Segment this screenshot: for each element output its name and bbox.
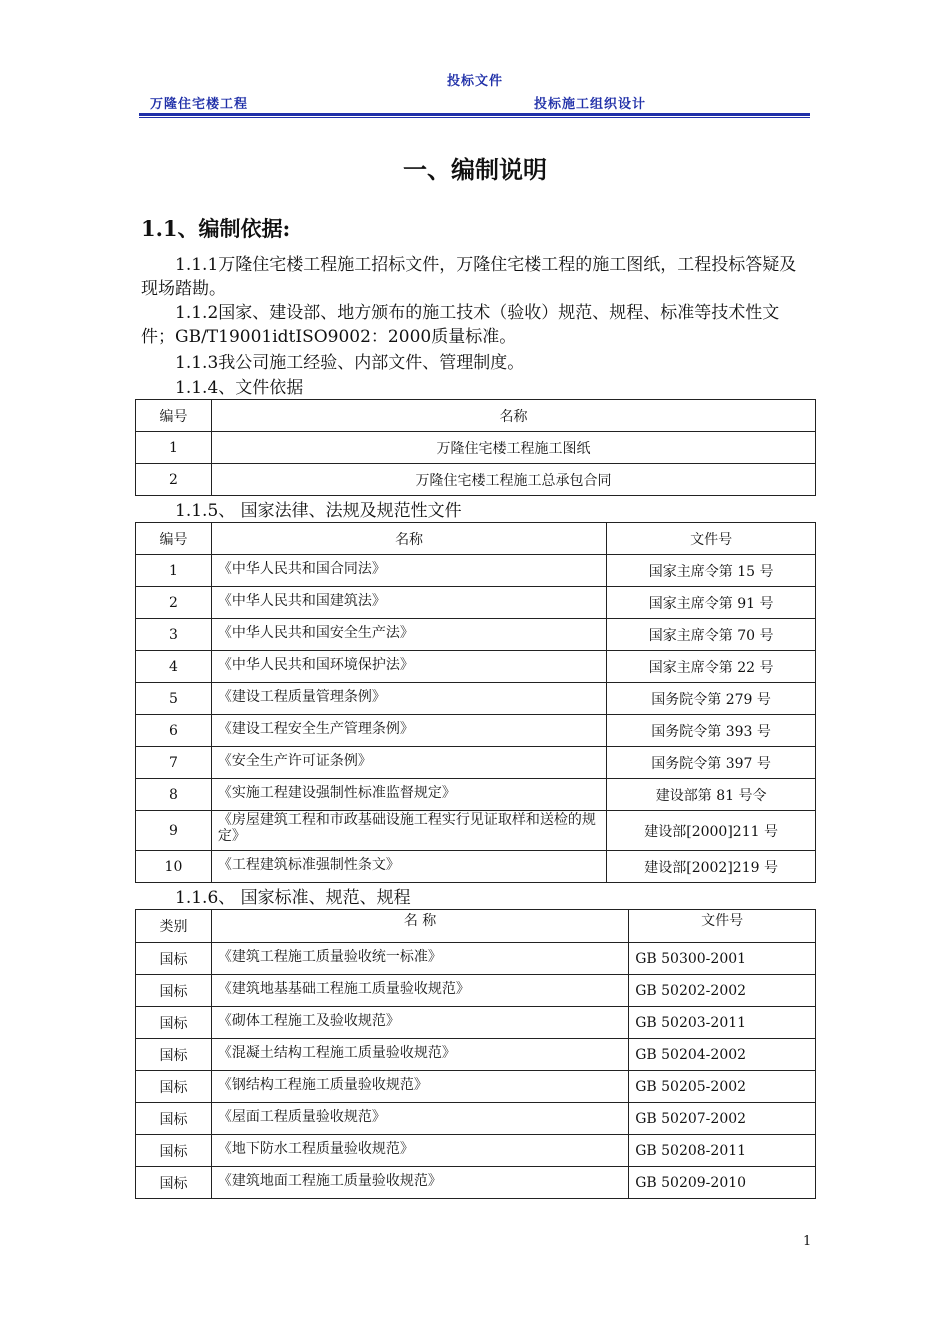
standard-name: 《建筑工程施工质量验收统一标准》 [211,943,628,975]
standard-code: GB 50203-2011 [629,1007,816,1039]
national-standards-table [135,909,816,1199]
standard-name: 《建筑地面工程施工质量验收规范》 [211,1167,628,1199]
regulation-name: 《中华人民共和国环境保护法》 [211,651,606,683]
document-number: 国务院令第 397 号 [607,747,816,779]
document-number: 国家主席令第 91 号 [607,587,816,619]
header-divider-thin [139,117,810,118]
laws-regulations-table [135,522,816,883]
column-header: 名称 [211,523,606,555]
table1-caption: 1.1.4、文件依据 [175,378,304,398]
document-number: 国家主席令第 22 号 [607,651,816,683]
table-row [136,1007,816,1039]
table-row [136,715,816,747]
table-row [136,975,816,1007]
table-row [136,464,816,496]
table-header-row [136,523,816,555]
column-header: 文件号 [607,523,816,555]
chapter-title: 一、编制说明 [403,155,547,184]
table-row [136,1135,816,1167]
header-divider [139,113,810,116]
document-number: 国家主席令第 15 号 [607,555,816,587]
regulation-name: 《房屋建筑工程和市政基础设施工程实行见证取样和送检的规定》 [211,811,606,851]
standard-code: GB 50204-2002 [629,1039,816,1071]
standard-code: GB 50209-2010 [629,1167,816,1199]
standard-code: GB 50205-2002 [629,1071,816,1103]
standard-name: 《建筑地基基础工程施工质量验收规范》 [211,975,628,1007]
row-number: 3 [136,619,212,651]
column-header: 名称 [211,400,815,432]
table-row [136,619,816,651]
document-number: 建设部第 81 号令 [607,779,816,811]
standard-name: 《地下防水工程质量验收规范》 [211,1135,628,1167]
table-row [136,1103,816,1135]
document-name: 万隆住宅楼工程施工图纸 [211,432,815,464]
standard-category: 国标 [136,1135,212,1167]
document-number: 国务院令第 393 号 [607,715,816,747]
standard-name: 《钢结构工程施工质量验收规范》 [211,1071,628,1103]
table-row [136,651,816,683]
header-document-type: 投标施工组织设计 [534,97,647,112]
row-number: 7 [136,747,212,779]
document-number: 建设部[2002]219 号 [607,851,816,883]
standard-name: 《砌体工程施工及验收规范》 [211,1007,628,1039]
column-header: 名 称 [211,910,628,943]
standard-category: 国标 [136,975,212,1007]
table-header-row [136,400,816,432]
standard-code: GB 50300-2001 [629,943,816,975]
table-row [136,1071,816,1103]
table2-caption: 1.1.5、 国家法律、法规及规范性文件 [175,501,462,521]
regulation-name: 《安全生产许可证条例》 [211,747,606,779]
row-number: 10 [136,851,212,883]
table-row [136,683,816,715]
row-number: 9 [136,811,212,851]
table-row [136,587,816,619]
standard-category: 国标 [136,1167,212,1199]
regulation-name: 《建设工程质量管理条例》 [211,683,606,715]
table-row [136,555,816,587]
regulation-name: 《建设工程安全生产管理条例》 [211,715,606,747]
standard-category: 国标 [136,1007,212,1039]
row-number: 1 [136,555,212,587]
standard-code: GB 50208-2011 [629,1135,816,1167]
regulation-name: 《中华人民共和国合同法》 [211,555,606,587]
column-header: 类别 [136,910,212,943]
paragraph-1-1-3: 1.1.3我公司施工经验、内部文件、管理制度。 [175,353,525,373]
header-project-name: 万隆住宅楼工程 [150,97,249,112]
document-number: 建设部[2000]211 号 [607,811,816,851]
table-row [136,432,816,464]
table-row [136,1039,816,1071]
standard-code: GB 50207-2002 [629,1103,816,1135]
table-row [136,811,816,851]
standard-category: 国标 [136,1039,212,1071]
document-number: 国家主席令第 70 号 [607,619,816,651]
regulation-name: 《实施工程建设强制性标准监督规定》 [211,779,606,811]
regulation-name: 《工程建筑标准强制性条文》 [211,851,606,883]
column-header: 文件号 [629,910,816,943]
header-title: 投标文件 [446,74,503,89]
table-row [136,851,816,883]
standard-category: 国标 [136,1071,212,1103]
document-number: 国务院令第 279 号 [607,683,816,715]
row-number: 8 [136,779,212,811]
table-row [136,1167,816,1199]
standard-name: 《混凝土结构工程施工质量验收规范》 [211,1039,628,1071]
paragraph-1-1-2: 1.1.2国家、建设部、地方颁布的施工技术（验收）规范、规程、标准等技术性文件；GB/T19001idtISO9002：2000质量标准。 [141,303,780,347]
document-name: 万隆住宅楼工程施工总承包合同 [211,464,815,496]
standard-code: GB 50202-2002 [629,975,816,1007]
page-number: 1 [803,1234,812,1249]
table-row [136,943,816,975]
regulation-name: 《中华人民共和国安全生产法》 [211,619,606,651]
regulation-name: 《中华人民共和国建筑法》 [211,587,606,619]
table-row [136,747,816,779]
table-header-row [136,910,816,943]
document-basis-table [135,399,816,496]
section-title: 1.1、编制依据: [141,216,291,241]
standard-name: 《屋面工程质量验收规范》 [211,1103,628,1135]
paragraph-1-1-1: 1.1.1万隆住宅楼工程施工招标文件，万隆住宅楼工程的施工图纸，工程投标答疑及现场踏勘。 [141,255,797,299]
row-number: 2 [136,587,212,619]
row-number: 6 [136,715,212,747]
column-header: 编号 [136,523,212,555]
row-number: 4 [136,651,212,683]
table-row [136,779,816,811]
standard-category: 国标 [136,1103,212,1135]
standard-category: 国标 [136,943,212,975]
table3-caption: 1.1.6、 国家标准、规范、规程 [175,888,411,908]
row-number: 5 [136,683,212,715]
row-number: 2 [136,464,212,496]
row-number: 1 [136,432,212,464]
column-header: 编号 [136,400,212,432]
